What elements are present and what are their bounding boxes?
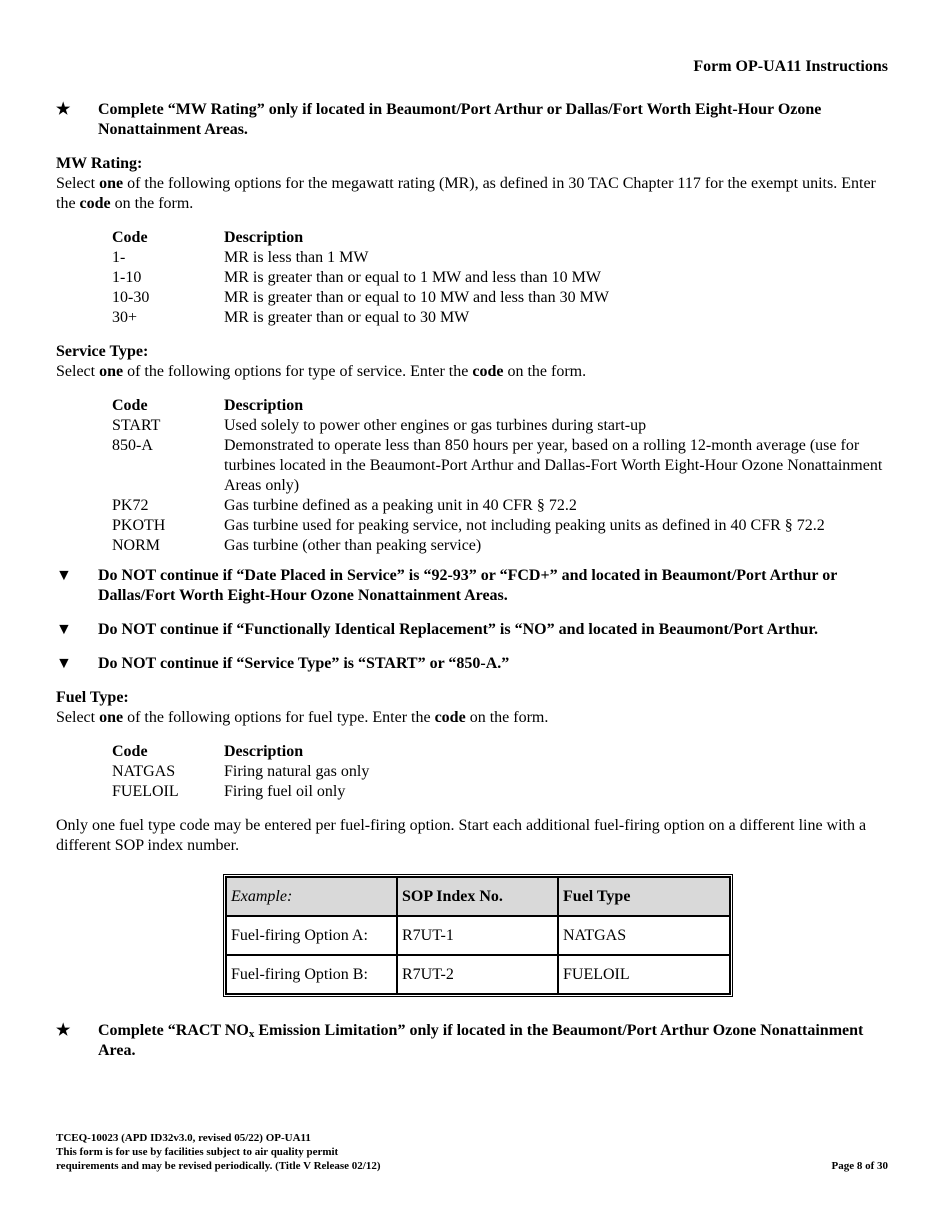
col-description-header: Description	[224, 743, 304, 760]
ract-conditional-note: ★ Complete “RACT $NO_x$ Emission Limitation” only if located in the Beaumont/Port Arthur Ozone Nonattainment Area.	[56, 1022, 864, 1059]
table-row: Fuel-firing Option A: R7UT-1 NATGAS	[226, 916, 730, 955]
fuel-type-intro: Select one of the following options for fuel type. Enter the code on the form.	[56, 709, 549, 726]
do-not-continue-note-3: ▼ Do NOT continue if “Service Type” is “START” or “850-A.”	[56, 655, 510, 672]
footer-form-info: TCEQ-10023 (APD ID32v3.0, revised 05/22) OP-UA11 This form is for use by facilities subject to air quality permit requirements and may be revised periodically. (Title V Release 02/12)	[56, 1132, 381, 1172]
fuel-type-code-table	[112, 742, 369, 802]
mw-rating-note-text: Complete “MW Rating” only if located in Beaumont/Port Arthur or Dallas/Fort Worth Eight-Hour Ozone Nonattainment Areas.	[98, 101, 822, 138]
table-row: 30+ MR is greater than or equal to 30 MW	[112, 309, 470, 326]
example-table	[223, 874, 733, 997]
mw-rating-intro: Select one of the following options for the megawatt rating (MR), as defined in 30 TAC Chapter 117 for the exempt units. Enter the code on the form.	[56, 175, 876, 212]
star-icon: ★	[56, 1022, 71, 1039]
triangle-down-icon: ▼	[56, 567, 72, 584]
do-not-continue-note-1: ▼ Do NOT continue if “Date Placed in Service” is “92-93” or “FCD+” and located in Beaumont/Port Arthur or Dallas/Fort Worth Eight-Hour Ozone Nonattainment Areas.	[56, 567, 838, 604]
star-icon: ★	[56, 101, 71, 118]
table-row: 850-A Demonstrated to operate less than 850 hours per year, based on a rolling 12-month average (use for turbines located in the Beaumont-Port Arthur and Dallas-Fort Worth Eight-Hour Ozone Nonattainment Areas only)	[112, 437, 883, 494]
col-description-header: Description	[224, 229, 304, 246]
example-header-cell: SOP Index No.	[397, 877, 558, 916]
example-header-cell: Fuel Type	[558, 877, 730, 916]
fuel-type-note: Only one fuel type code may be entered per fuel-firing option. Start each additional fuel-firing option on a different line with a different SOP index number.	[56, 817, 867, 854]
service-type-code-table	[112, 396, 894, 556]
col-description-header: Description	[224, 397, 304, 414]
triangle-down-icon: ▼	[56, 621, 72, 638]
table-row: 1- MR is less than 1 MW	[112, 249, 369, 266]
table-row: Fuel-firing Option B: R7UT-2 FUELOIL	[226, 955, 730, 994]
fuel-type-heading: Fuel Type:	[56, 689, 129, 706]
col-code-header: Code	[112, 397, 148, 414]
table-row: PK72 Gas turbine defined as a peaking unit in 40 CFR § 72.2	[112, 497, 577, 514]
example-table-header-row	[226, 877, 730, 916]
service-type-heading: Service Type:	[56, 343, 149, 360]
mw-rating-conditional-note	[56, 100, 894, 140]
table-row: NORM Gas turbine (other than peaking service)	[112, 537, 482, 554]
triangle-down-icon: ▼	[56, 655, 72, 672]
table-row: FUELOIL Firing fuel oil only	[112, 783, 346, 800]
mw-rating-heading: MW Rating:	[56, 155, 143, 172]
document-body	[56, 100, 894, 1075]
table-row: NATGAS Firing natural gas only	[112, 763, 370, 780]
mw-rating-code-table	[112, 228, 609, 328]
table-row: START Used solely to power other engines or gas turbines during start-up	[112, 417, 647, 434]
col-code-header: Code	[112, 743, 148, 760]
col-code-header: Code	[112, 229, 148, 246]
page-header-title: Form OP-UA11 Instructions	[693, 58, 888, 75]
example-header-cell: Example:	[226, 877, 397, 916]
do-not-continue-note-2: ▼ Do NOT continue if “Functionally Identical Replacement” is “NO” and located in Beaumont/Port Arthur.	[56, 621, 819, 638]
page-number: Page 8 of 30	[831, 1160, 888, 1172]
service-type-intro: Select one of the following options for type of service. Enter the code on the form.	[56, 363, 587, 380]
table-row: 10-30 MR is greater than or equal to 10 MW and less than 30 MW	[112, 289, 609, 306]
table-row: 1-10 MR is greater than or equal to 1 MW and less than 10 MW	[112, 269, 601, 286]
table-row: PKOTH Gas turbine used for peaking service, not including peaking units as defined in 40 CFR § 72.2	[112, 517, 825, 534]
